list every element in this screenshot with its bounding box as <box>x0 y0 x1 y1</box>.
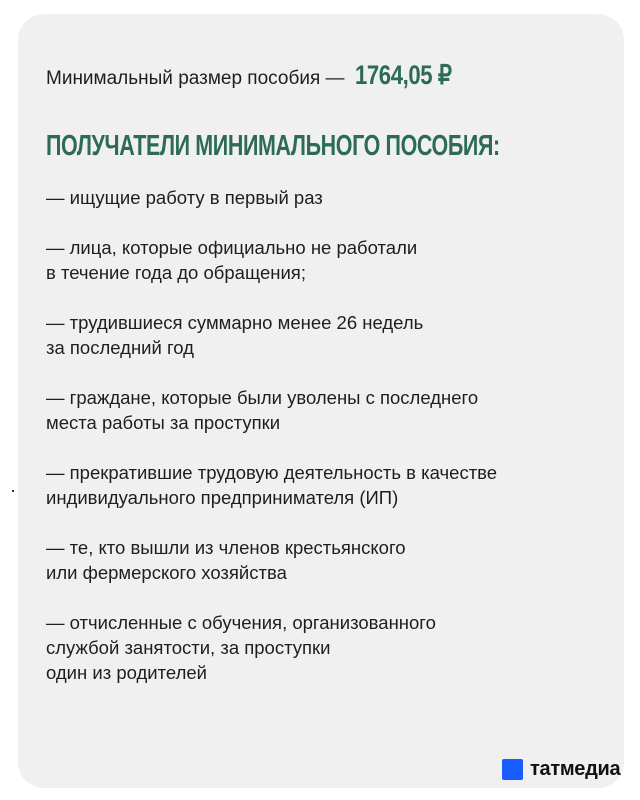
decorative-dot <box>12 490 14 492</box>
list-item <box>46 385 596 435</box>
list-item-line: места работы за проступки <box>46 412 281 433</box>
list-item <box>46 460 596 510</box>
list-item-line: — отчисленные с обучения, организованного <box>46 612 436 633</box>
list-item <box>46 535 596 585</box>
list-item <box>46 610 596 685</box>
brand-name: татмедиа <box>530 758 621 780</box>
list-item-line: — те, кто вышли из членов крестьянского <box>46 537 406 558</box>
brand-logo <box>502 758 620 781</box>
info-card <box>18 14 624 788</box>
list-item-line: — прекратившие трудовую деятельность в качестве <box>46 462 498 483</box>
list-item <box>46 235 596 285</box>
minimum-benefit-amount: 1764,05 ₽ <box>354 60 452 90</box>
list-item-line: — лица, которые официально не работали <box>46 237 418 258</box>
list-item-line: один из родителей <box>46 662 207 683</box>
minimum-benefit-line <box>46 60 596 91</box>
list-item-line: службой занятости, за проступки <box>46 637 331 658</box>
list-item-line: за последний год <box>46 337 194 358</box>
list-item-line: индивидуального предпринимателя (ИП) <box>46 487 399 508</box>
recipients-heading: ПОЛУЧАТЕЛИ МИНИМАЛЬНОГО ПОСОБИЯ: <box>46 130 500 162</box>
list-item-line: — трудившиеся суммарно менее 26 недель <box>46 312 424 333</box>
recipients-list <box>46 185 596 685</box>
brand-square-icon <box>502 759 523 780</box>
list-item-line: — граждане, которые были уволены с последнего <box>46 387 479 408</box>
list-item <box>46 310 596 360</box>
minimum-benefit-label: Минимальный размер пособия — <box>46 68 345 89</box>
list-item <box>46 185 596 210</box>
list-item-line: или фермерского хозяйства <box>46 562 287 583</box>
list-item-line: — ищущие работу в первый раз <box>46 187 323 208</box>
list-item-line: в течение года до обращения; <box>46 262 306 283</box>
